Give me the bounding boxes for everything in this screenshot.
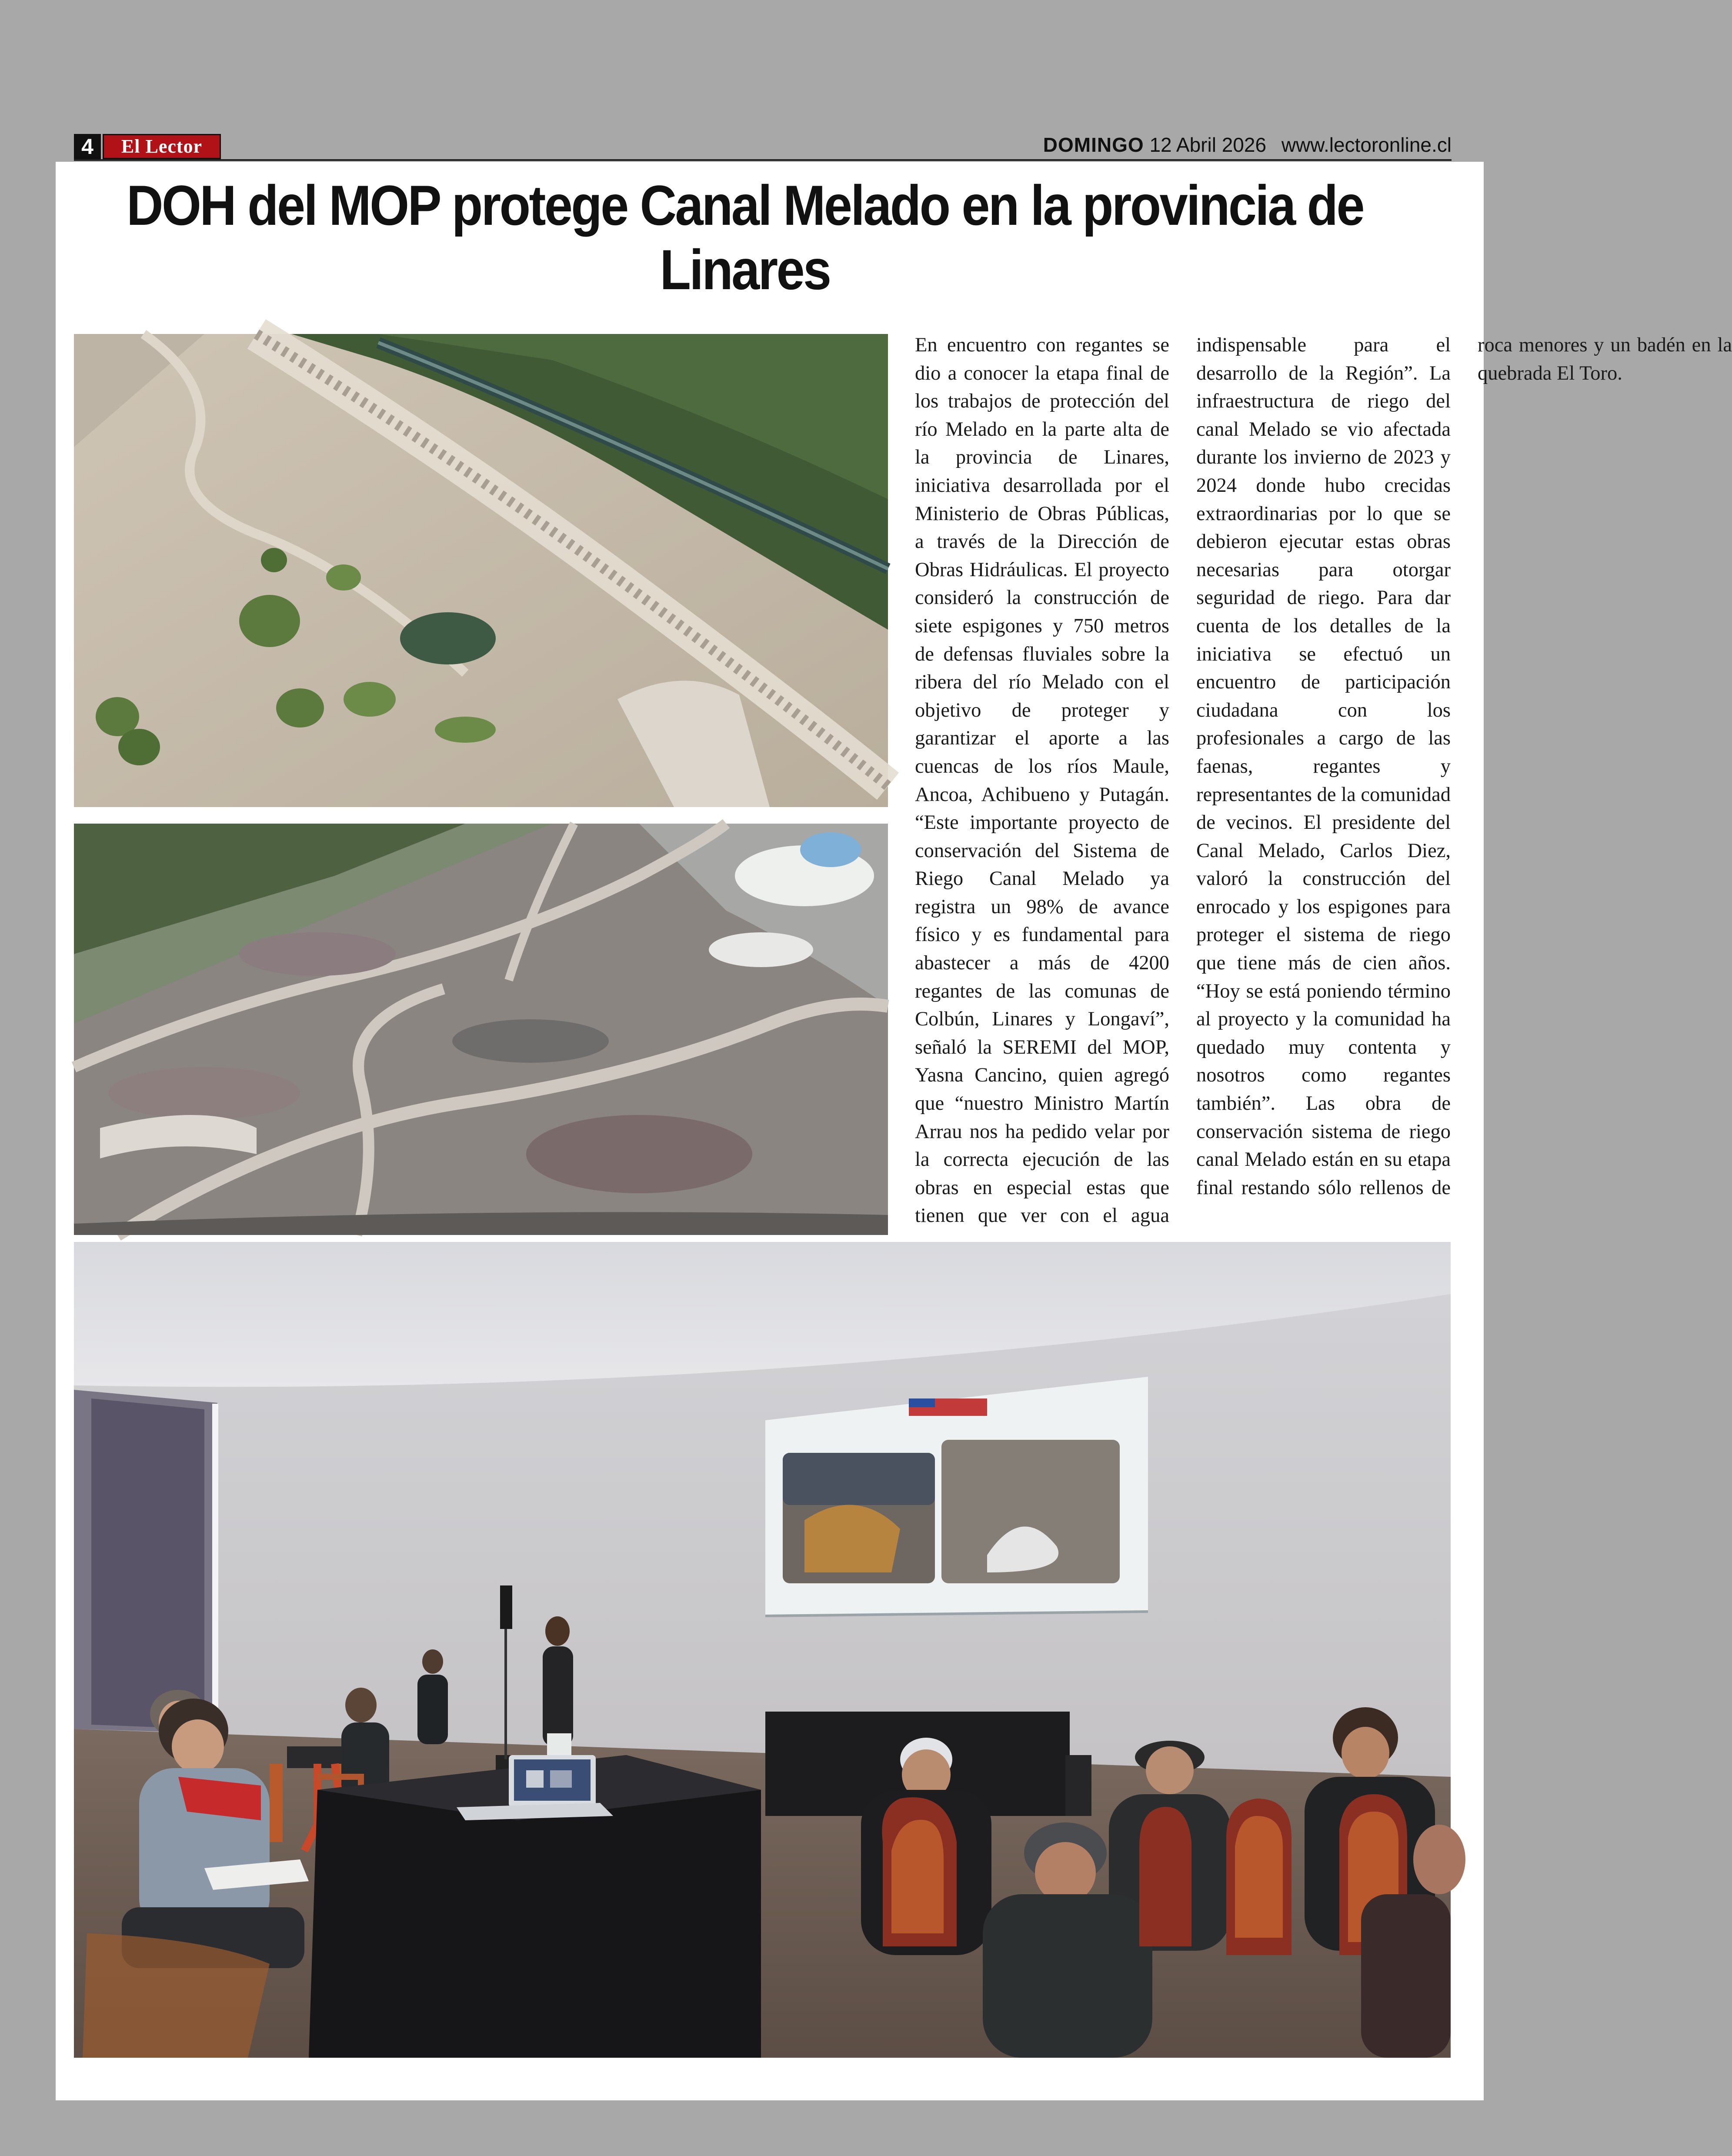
article-panel bbox=[56, 162, 1732, 2100]
page-header bbox=[74, 130, 1452, 161]
website-link[interactable]: www.lectoronline.cl bbox=[1281, 133, 1452, 156]
aerial-photo-construction-site bbox=[74, 824, 888, 1235]
edition-date-day: 12 bbox=[1149, 133, 1172, 156]
page-number: 4 bbox=[74, 134, 101, 159]
edition-info bbox=[1043, 133, 1452, 157]
newspaper-logo-text: El Lector bbox=[121, 136, 203, 157]
article-body bbox=[915, 331, 1732, 1245]
edition-day: DOMINGO bbox=[1043, 133, 1144, 156]
photo-citizen-meeting bbox=[74, 1242, 1451, 2058]
aerial-photo-river-defenses bbox=[74, 334, 888, 807]
header-divider bbox=[74, 159, 1452, 161]
edition-date-year: 2026 bbox=[1221, 133, 1267, 156]
article-body-text: En encuentro con regantes se dio a conocer la etapa final de los trabajos de protección del río Melado en la parte alta de la provincia de Linares, iniciativa desarrollada por el Ministerio de Obras Públicas, a través de la Dirección de Obras Hidráulicas. El proyecto consideró la construcción de siete espigones y 750 metros de defensas fluviales sobre la ribera del río Melado con el objetivo de proteger y garantizar el aporte a las cuencas de los ríos Maule, Ancoa, Achibueno y Putagán. “Este importante proyecto de conservación del Sistema de Riego Canal Melado ya registra un 98% de avance físico y es fundamental para abastecer a más de 4200 regantes de las comunas de Colbún, Linares y Longaví”, señaló la SEREMI del MOP, Yasna Cancino, quien agregó que “nuestro Ministro Martín Arrau nos ha pedido velar por la correcta ejecución de las obras en especial estas que tienen que ver con el agua indispensable para el desarrollo de la Región”. La infraestructura de riego del canal Melado se vio afectada durante los invierno de 2023 y 2024 donde hubo crecidas extraordinarias por lo que se debieron ejecutar estas obras necesarias para otorgar seguridad de riego. Para dar cuenta de los detalles de la iniciativa se efectuó un encuentro de participación ciudadana con los profesionales a cargo de las faenas, regantes y representantes de la comunidad de vecinos. El presidente del Canal Melado, Carlos Diez, valoró la construcción del enrocado y los espigones para proteger el sistema de riego que tiene más de cien años. “Hoy se está poniendo término al proyecto y la comunidad ha quedado muy contenta y nosotros como regantes también”. Las obra de conservación sistema de riego canal Melado están en su etapa final restando sólo rellenos de roca menores y un badén en la quebrada El Toro. bbox=[915, 334, 1732, 1227]
article-headline: DOH del MOP protege Canal Melado en la provincia de Linares bbox=[127, 174, 1363, 301]
edition-date-month: Abril bbox=[1176, 133, 1216, 156]
newspaper-logo bbox=[103, 134, 221, 159]
